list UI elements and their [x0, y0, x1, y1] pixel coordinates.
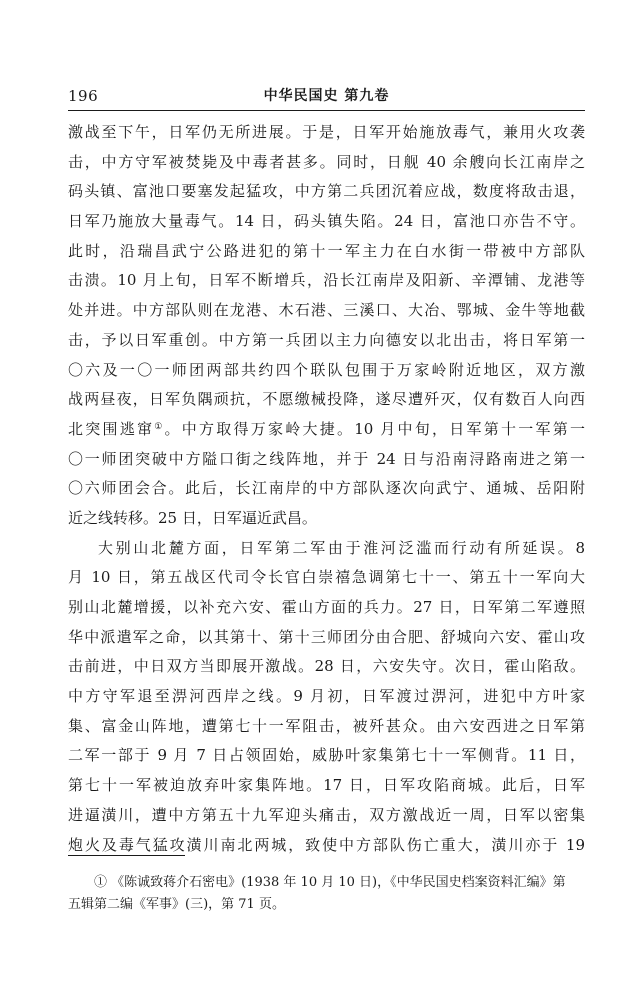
- page-header: [68, 85, 585, 107]
- body-line-segment: 。中方取得万家岭大捷。10 月中旬，日军第十一军第一: [164, 419, 585, 438]
- footnote-marker: ①: [154, 421, 165, 432]
- body-line: 集、富金山阵地，遭第七十一军阻击，被歼甚众。由六安西进之日军第: [68, 716, 585, 735]
- body-line: 激战至下午，日军仍无所进展。于是，日军开始施放毒气，兼用火攻袭: [68, 123, 585, 141]
- footnote-line: 五辑第二编《军事》(三)，第 71 页。: [68, 897, 285, 912]
- footnote: [68, 872, 585, 916]
- body-line: 处并进。中方部队则在龙港、木石港、三溪口、大冶、鄂城、金牛等地截: [68, 301, 585, 320]
- body-line-with-note: [68, 415, 585, 445]
- body-line: 中方守军退至淠河西岸之线。9 月初，日军渡过淠河，进犯中方叶家: [68, 687, 585, 706]
- footnote-rule: [68, 855, 185, 856]
- body-line: 二军一部于 9 月 7 日占领固始，威胁叶家集第七十一军侧背。11 日，: [68, 746, 585, 765]
- body-line: 击，中方守军被焚毙及中毒者甚多。同时，日舰 40 余艘向长江南岸之: [68, 152, 585, 171]
- body-line: 大别山北麓方面，日军第二军由于淮河泛滥而行动有所延误。8: [98, 538, 585, 557]
- body-line: 击溃。10 月上旬，日军不断增兵，沿长江南岸及阳新、辛潭铺、龙港等: [68, 271, 585, 290]
- page-number: 196: [68, 87, 99, 105]
- body-line: 〇一师团突破中方隘口街之线阵地，并于 24 日与沿南浔路南进之第一: [68, 449, 585, 468]
- header-rule: [68, 110, 585, 111]
- body-line: 码头镇、富池口要塞发起猛攻，中方第二兵团沉着应战，数度将敌击退，: [68, 182, 585, 201]
- body-line: 进逼潢川，遭中方第五十九军迎头痛击，双方激战近一周，日军以密集: [68, 805, 585, 824]
- body-line: 〇六师团会合。此后，长江南岸的中方部队逐次向武宁、通城、岳阳附: [68, 479, 585, 498]
- body-line: 近之线转移。25 日，日军逼近武昌。: [68, 508, 317, 527]
- body-line: 击前进，中日双方当即展开激战。28 日，六安失守。次日，霍山陷敌。: [68, 657, 585, 676]
- body-line-segment: 北突围逃窜: [68, 419, 155, 438]
- running-title: 中华民国史 第九卷: [263, 88, 390, 104]
- body-line: 此时，沿瑞昌武宁公路进犯的第十一军主力在白水街一带被中方部队: [68, 241, 585, 260]
- body-line: 炮火及毒气猛攻潢川南北两城，致使中方部队伤亡重大，潢川亦于 19: [68, 835, 585, 854]
- body-line: 日军乃施放大量毒气。14 日，码头镇失陷。24 日，富池口亦告不守。: [68, 212, 585, 231]
- body-line: 击，予以日军重创。中方第一兵团以主力向德安以北出击，将日军第一: [68, 330, 585, 349]
- body-text: [68, 118, 585, 860]
- body-line: 月 10 日，第五战区代司令长官白崇禧急调第七十一、第五十一军向大: [68, 568, 585, 587]
- body-line: 第七十一军被迫放弃叶家集阵地。17 日，日军攻陷商城。此后，日军: [68, 776, 585, 795]
- body-line: 别山北麓增援，以补充六安、霍山方面的兵力。27 日，日军第二军遵照: [68, 598, 585, 616]
- footnote-line: ① 《陈诚致蒋介石密电》(1938 年 10 月 10 日)，《中华民国史档案资料汇编》第: [94, 875, 566, 890]
- body-line: 战两昼夜，日军负隅顽抗，不愿缴械投降，遂尽遭歼灭，仅有数百人向西: [68, 390, 585, 409]
- body-line: 〇六及一〇一师团两部共约四个联队包围于万家岭附近地区，双方激: [68, 360, 585, 379]
- body-line: 华中派遣军之命，以其第十、第十三师团分由合肥、舒城向六安、霍山攻: [68, 627, 585, 646]
